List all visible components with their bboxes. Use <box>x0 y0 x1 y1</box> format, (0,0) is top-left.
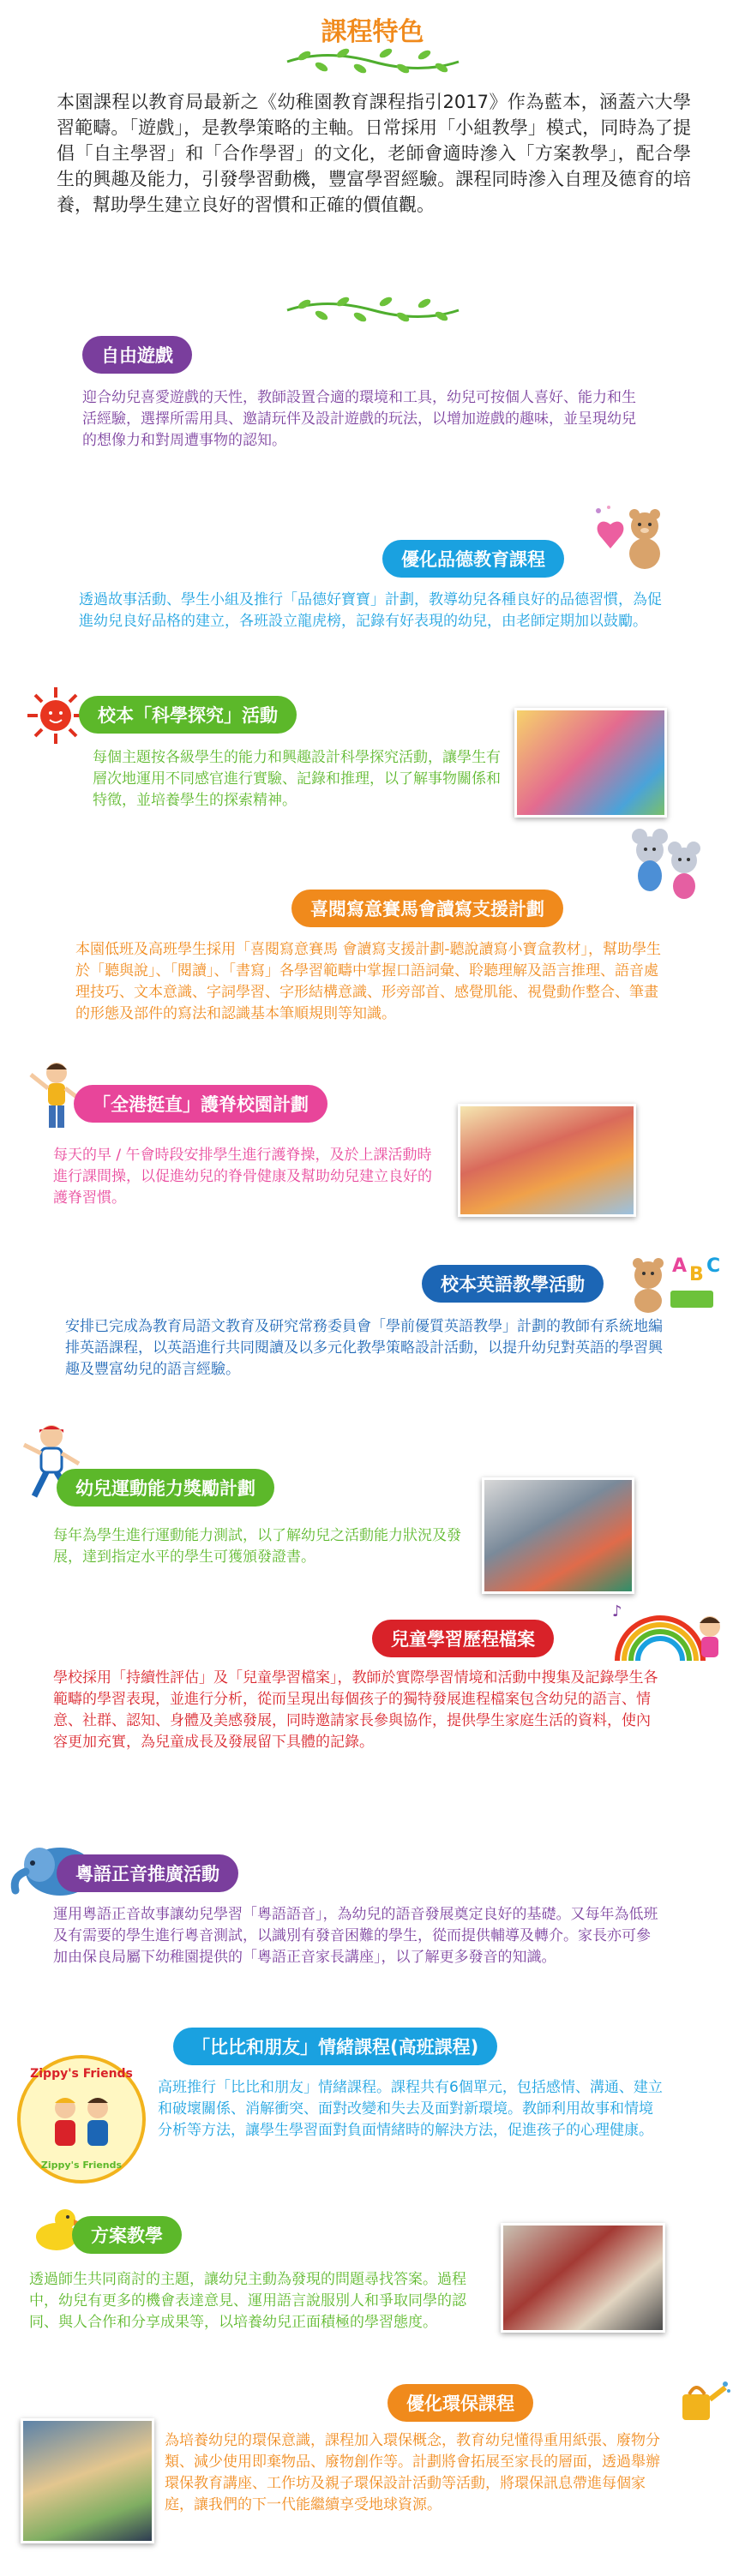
bear-abc-icon <box>624 1246 727 1315</box>
heading-free-play: 自由遊戲 <box>82 336 192 374</box>
science-activity-photo <box>514 708 667 818</box>
bear-heart-icon <box>592 504 669 572</box>
text-cantonese: 運用粵語正音故事讓幼兒學習「粵語語音」，為幼兒的語音發展奠定良好的基礎。又每年為低班及有需要的學生進行粵音測試，以識別有發音困難的學生，從而提供輔導及轉介。家長亦可參加由保良局屬下幼稚園提供的「粵語正音家長講座」，以了解更多發音的知識。 <box>53 1906 658 1966</box>
heading-zippy-friends: 「比比和朋友」情緒課程(高班課程) <box>173 2028 497 2065</box>
text-environmental: 為培養幼兒的環保意識，課程加入環保概念，教育幼兒懂得重用紙張、廢物分類、減少使用即棄物品、廢物創作等。計劃將會拓展至家長的層面，透過舉辦環保教育講座、工作坊及親子環保設計活動等活動，將環保訊息帶進每個家庭，讓我們的下一代能繼續享受地球資源。 <box>165 2432 660 2513</box>
heading-cantonese: 粵語正音推廣活動 <box>57 1854 238 1892</box>
environmental-photo <box>21 2418 154 2543</box>
heading-moral-education: 優化品德教育課程 <box>382 540 564 578</box>
zippy-friends-logo <box>17 2055 146 2184</box>
heading-science-inquiry: 校本「科學探究」活動 <box>79 696 297 734</box>
vine-divider-bottom <box>283 293 463 327</box>
zippy-logo-side-text: Zippy's Friends <box>40 2160 123 2171</box>
heading-reading-writing: 喜閱寫意賽馬會讀寫支援計劃 <box>291 890 563 927</box>
motor-activity-photo <box>482 1477 634 1594</box>
heading-spine-care: 「全港挺直」護脊校園計劃 <box>74 1085 327 1123</box>
text-free-play: 迎合幼兒喜愛遊戲的天性，教師設置合適的環境和工具，幼兒可按個人喜好、能力和生活經驗，選擇所需用具、邀請玩伴及設計遊戲的玩法，以增加遊戲的趣味，並呈現幼兒的想像力和對周遭事物的認知。 <box>82 389 636 449</box>
rainbow-kids-icon <box>609 1601 729 1669</box>
spine-exercise-photo <box>458 1104 636 1217</box>
text-spine-care: 每天的早 / 午會時段安排學生進行護脊操，及於上課活動時進行課間操，以促進幼兒的脊骨健康及幫助幼兒建立良好的護脊習慣。 <box>53 1147 432 1207</box>
sun-icon <box>26 686 86 746</box>
text-moral-education: 透過故事活動、學生小組及推行「品德好寶寶」計劃，教導幼兒各種良好的品德習慣，為促進幼兒良好品格的建立，各班設立龍虎榜，記錄有好表現的幼兒，由老師定期加以鼓勵。 <box>79 591 662 630</box>
text-project-approach: 透過師生共同商討的主題，讓幼兒主動為發現的問題尋找答案。過程中，幼兒有更多的機會表達意見、運用語言說服別人和爭取同學的認同、與人合作和分享成果等，以培養幼兒正面積極的學習態度。 <box>29 2271 466 2331</box>
svg-text:♪: ♪ <box>612 1603 622 1620</box>
svg-text:A: A <box>672 1255 688 1277</box>
zippy-logo-text: Zippy's Friends <box>30 2067 133 2081</box>
svg-text:B: B <box>689 1264 704 1285</box>
text-motor-award: 每年為學生進行運動能力測試，以了解幼兒之活動能力狀況及發展，達到指定水平的學生可獲頒發證書。 <box>53 1527 461 1566</box>
mice-icon <box>624 824 710 902</box>
heading-motor-award: 幼兒運動能力獎勵計劃 <box>57 1469 274 1507</box>
heading-project-approach: 方案教學 <box>72 2216 182 2254</box>
intro-paragraph: 本園課程以教育局最新之《幼稚園教育課程指引2017》作為藍本，涵蓋六大學習範疇。「遊戲」，是教學策略的主軸。日常採用「小組教學」模式，同時為了提倡「自主學習」和「合作學習」的文化，老師會適時滲入「方案教學」，配合學生的興趣及能力，引發學習動機，豐富學習經驗。課程同時滲入自理及德育的培養，幫助學生建立良好的習慣和正確的價值觀。 <box>57 92 691 215</box>
vine-divider-top <box>283 45 463 79</box>
zippy-children-icon <box>43 2091 120 2160</box>
text-learning-portfolio: 學校採用「持續性評估」及「兒童學習檔案」，教師於實際學習情境和活動中搜集及記錄學生各範疇的學習表現，並進行分析，從而呈現出每個孩子的獨特發展進程檔案包含幼兒的語言、情意、社群、認知、身體及美感發展，同時邀請家長參與協作，提供學生家庭生活的資料，使內容更加充實，為兒童成長及發展留下具體的記錄。 <box>53 1669 658 1751</box>
heading-learning-portfolio: 兒童學習歷程檔案 <box>372 1620 554 1657</box>
heading-environmental: 優化環保課程 <box>388 2384 533 2422</box>
text-zippy-friends: 高班推行「比比和朋友」情緒課程。課程共有6個單元，包括感情、溝通、建立和破壞關係、消解衝突、面對改變和失去及面對新環境。教師利用故事和情境分析等方法，讓學生學習面對負面情緒時的解決方法，促進孩子的心理健康。 <box>158 2079 663 2139</box>
svg-text:C: C <box>706 1255 721 1277</box>
text-reading-writing: 本園低班及高班學生採用「喜閱寫意賽馬 會讀寫支援計劃-聽說讀寫小寶盒教材」，幫助學生於「聽與說」、「閱讀」、「書寫」各學習範疇中掌握口語詞彙、聆聽理解及語言推理、語音處理技巧、文本意識、字詞學習、字形結構意識、形旁部首、感覺肌能、視覺動作整合、筆畫的形態及部件的寫法和認識基本筆順規則等知識。 <box>75 941 662 1022</box>
project-activity-photo <box>501 2223 665 2333</box>
text-science-inquiry: 每個主題按各級學生的能力和興趣設計科學探究活動，讓學生有層次地運用不同感官進行實驗、記錄和推理，以了解事物關係和特徵，並培養學生的探索精神。 <box>93 749 501 809</box>
watering-can-icon <box>670 2374 730 2434</box>
heading-english-teaching: 校本英語教學活動 <box>422 1265 604 1303</box>
page-title: 課程特色 <box>321 17 424 47</box>
text-english-teaching: 安排已完成為教育局語文教育及研究常務委員會「學前優質英語教學」計劃的教師有系統地編排英語課程，以英語進行共同閱讀及以多元化教學策略設計活動，以提升幼兒對英語的學習興趣及豐富幼兒的語言經驗。 <box>65 1318 663 1378</box>
